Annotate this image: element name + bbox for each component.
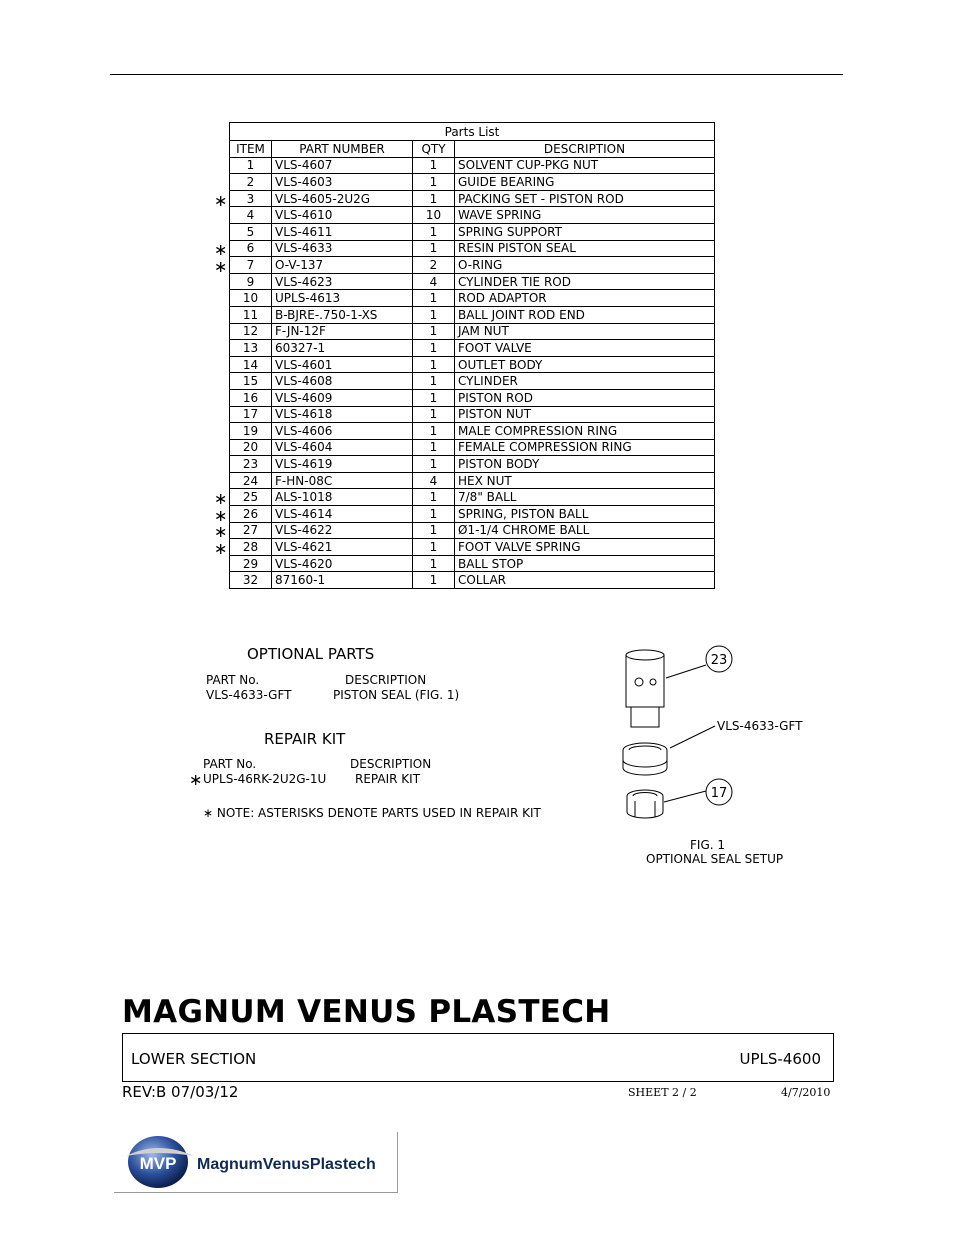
description-cell [455, 555, 715, 572]
table-row [230, 555, 715, 572]
part-number-cell-text: VLS-4622 [275, 523, 333, 538]
part-number-cell [272, 323, 413, 340]
table-row [230, 456, 715, 473]
part-number-cell-text: VLS-4618 [275, 407, 333, 422]
header-part-number: PART NUMBER [272, 141, 413, 158]
qty-cell [413, 555, 455, 572]
qty-cell [413, 207, 455, 224]
part-number-cell-text: 87160-1 [275, 573, 326, 588]
table-row [230, 439, 715, 456]
qty-cell [413, 223, 455, 240]
item-cell-text: 12 [242, 324, 259, 339]
part-number-cell [272, 257, 413, 274]
figure-optional-seal-setup [600, 640, 820, 840]
item-cell-text: 2 [246, 174, 255, 189]
qty-cell [413, 439, 455, 456]
table-row [230, 157, 715, 174]
part-number-cell-text: VLS-4601 [275, 357, 333, 372]
sheet-number: SHEET 2 / 2 [628, 1086, 697, 1099]
description-cell [455, 472, 715, 489]
item-cell-text: 16 [242, 390, 259, 405]
item-cell [214, 256, 272, 276]
description-cell-text: O-RING [458, 257, 503, 272]
item-cell-text: 23 [242, 457, 259, 472]
header-description: DESCRIPTION [455, 141, 715, 158]
part-number-cell-text: VLS-4605-2U2G [275, 191, 371, 206]
item-cell-text: 3 [246, 191, 255, 206]
description-cell-text: BALL STOP [458, 556, 524, 571]
parts-list-title: Parts List [230, 123, 715, 141]
item-cell [214, 240, 272, 260]
drawing-date: 4/7/2010 [781, 1086, 831, 1099]
item-cell-text: 27 [242, 523, 259, 538]
qty-cell [413, 506, 455, 523]
logo-badge-text: MVP [139, 1154, 177, 1173]
item-cell-text: 28 [242, 540, 259, 555]
part-number-cell-text: 60327-1 [275, 340, 326, 355]
qty-cell-text: 1 [429, 224, 438, 239]
description-cell-text: FOOT VALVE [458, 340, 532, 355]
qty-cell [413, 306, 455, 323]
item-cell-text: 14 [242, 357, 259, 372]
qty-cell-text: 1 [429, 457, 438, 472]
part-number-cell [272, 207, 413, 224]
item-cell-text: 5 [246, 224, 255, 239]
parts-list-body [214, 157, 715, 588]
part-number-cell [272, 190, 413, 207]
item-cell [230, 174, 272, 191]
description-cell [455, 456, 715, 473]
figure-caption-number: FIG. 1 [690, 838, 726, 852]
qty-cell [413, 539, 455, 556]
part-number-cell [272, 273, 413, 290]
table-row [230, 522, 715, 539]
description-cell [455, 539, 715, 556]
table-row [230, 174, 715, 191]
table-row [230, 273, 715, 290]
item-cell-text: 1 [246, 158, 255, 173]
item-cell-text: 6 [246, 241, 255, 256]
description-cell-text: HEX NUT [458, 473, 512, 488]
header-item: ITEM [230, 141, 272, 158]
item-cell [230, 340, 272, 357]
part-number-cell [272, 240, 413, 257]
table-row [230, 489, 715, 506]
part-number-cell-text: F-HN-08C [275, 473, 333, 488]
part-number-cell [272, 522, 413, 539]
item-cell [230, 223, 272, 240]
optional-description-label: DESCRIPTION [345, 673, 427, 687]
description-cell-text: PISTON ROD [458, 390, 533, 405]
part-number-cell [272, 290, 413, 307]
qty-cell [413, 290, 455, 307]
part-number-cell [272, 406, 413, 423]
item-cell [230, 389, 272, 406]
part-number-cell-text: VLS-4619 [275, 457, 333, 472]
piston-seal-part [623, 743, 667, 775]
table-row [230, 306, 715, 323]
repair-kit-asterisk: ∗ [214, 505, 228, 525]
repair-kit-asterisk: ∗ [214, 489, 228, 509]
part-number-cell-text: VLS-4621 [275, 540, 333, 555]
item-cell [230, 290, 272, 307]
part-number-cell [272, 472, 413, 489]
description-cell [455, 190, 715, 207]
description-cell-text: ROD ADAPTOR [458, 291, 547, 306]
table-row [230, 423, 715, 440]
item-cell [230, 356, 272, 373]
table-row [230, 190, 715, 207]
table-row [230, 340, 715, 357]
description-cell-text: GUIDE BEARING [458, 174, 555, 189]
company-name: MAGNUM VENUS PLASTECH [122, 994, 611, 1030]
part-number-cell-text: VLS-4609 [275, 390, 333, 405]
part-number-cell [272, 223, 413, 240]
company-logo [114, 1132, 398, 1193]
description-cell [455, 306, 715, 323]
qty-cell-text: 1 [429, 490, 438, 505]
repair-kit-part-no-label: PART No. [203, 757, 257, 771]
table-row [230, 323, 715, 340]
table-row [230, 539, 715, 556]
description-cell-text: Ø1-1/4 CHROME BALL [458, 523, 590, 538]
item-cell [230, 406, 272, 423]
qty-cell [413, 190, 455, 207]
item-cell-text: 11 [242, 307, 259, 322]
item-cell [214, 539, 272, 559]
qty-cell [413, 406, 455, 423]
table-row [230, 356, 715, 373]
qty-cell-text: 1 [429, 340, 438, 355]
repair-kit-part-number: UPLS-46RK-2U2G-1U [203, 772, 327, 786]
qty-cell-text: 4 [429, 274, 438, 289]
qty-cell-text: 1 [429, 324, 438, 339]
section-title: LOWER SECTION [131, 1050, 257, 1068]
description-cell [455, 207, 715, 224]
qty-cell [413, 157, 455, 174]
item-cell [214, 522, 272, 542]
description-cell-text: 7/8" BALL [458, 490, 517, 505]
item-cell-text: 29 [242, 556, 259, 571]
item-cell-text: 10 [242, 291, 259, 306]
description-cell-text: PACKING SET - PISTON ROD [458, 191, 624, 206]
piston-nut-part [627, 790, 663, 818]
description-cell-text: JAM NUT [458, 324, 509, 339]
qty-cell [413, 423, 455, 440]
qty-cell [413, 257, 455, 274]
seal-setup-drawing [600, 640, 820, 840]
table-row [230, 472, 715, 489]
qty-cell-text: 2 [429, 257, 438, 272]
description-cell-text: COLLAR [458, 573, 507, 588]
qty-cell [413, 240, 455, 257]
item-cell [230, 472, 272, 489]
repair-kit-description: REPAIR KIT [355, 772, 421, 786]
item-cell-text: 24 [242, 473, 259, 488]
description-cell-text: CYLINDER [458, 374, 518, 389]
qty-cell [413, 456, 455, 473]
description-cell-text: PISTON NUT [458, 407, 532, 422]
description-cell-text: OUTLET BODY [458, 357, 543, 372]
description-cell-text: FOOT VALVE SPRING [458, 540, 581, 555]
part-number-cell-text: ALS-1018 [275, 490, 333, 505]
qty-cell-text: 1 [429, 573, 438, 588]
item-cell-text: 32 [242, 573, 259, 588]
title-box [122, 1033, 834, 1082]
part-number-cell-text: VLS-4604 [275, 440, 333, 455]
qty-cell-text: 1 [429, 407, 438, 422]
part-number-cell [272, 489, 413, 506]
description-cell [455, 273, 715, 290]
qty-cell-text: 1 [429, 241, 438, 256]
item-cell [230, 423, 272, 440]
top-rule [110, 74, 843, 75]
qty-cell [413, 174, 455, 191]
repair-kit-asterisk: ∗ [214, 240, 228, 260]
item-cell-text: 9 [246, 274, 255, 289]
optional-part-number: VLS-4633-GFT [206, 688, 292, 702]
part-number-cell-text: VLS-4608 [275, 374, 333, 389]
part-number-cell-text: VLS-4607 [275, 158, 333, 173]
repair-kit-note: ∗ NOTE: ASTERISKS DENOTE PARTS USED IN REPAIR KIT [203, 806, 541, 820]
part-number-cell-text: VLS-4611 [275, 224, 333, 239]
optional-part-no-label: PART No. [206, 673, 260, 687]
part-number-cell-text: VLS-4610 [275, 208, 333, 223]
part-number-cell [272, 174, 413, 191]
part-number-cell-text: VLS-4606 [275, 423, 333, 438]
part-number-cell [272, 373, 413, 390]
qty-cell-text: 1 [429, 174, 438, 189]
table-row [230, 572, 715, 589]
qty-cell [413, 522, 455, 539]
description-cell [455, 157, 715, 174]
item-cell [230, 439, 272, 456]
part-number-cell [272, 306, 413, 323]
part-number-cell-text: F-JN-12F [275, 324, 326, 339]
description-cell [455, 389, 715, 406]
repair-kit-asterisk: ∗ [214, 522, 228, 542]
part-number-cell-text: VLS-4633 [275, 241, 333, 256]
qty-cell [413, 323, 455, 340]
item-cell [214, 190, 272, 210]
table-row [230, 223, 715, 240]
repair-kit-asterisk: ∗ [189, 770, 203, 789]
logo-wordmark: MagnumVenusPlastech [197, 1156, 376, 1173]
description-cell [455, 290, 715, 307]
table-row [230, 406, 715, 423]
qty-cell-text: 1 [429, 423, 438, 438]
repair-kit-asterisk: ∗ [214, 190, 228, 210]
description-cell-text: BALL JOINT ROD END [458, 307, 585, 322]
qty-cell-text: 1 [429, 374, 438, 389]
part-number-cell [272, 555, 413, 572]
item-cell [214, 489, 272, 509]
qty-cell-text: 1 [429, 556, 438, 571]
item-cell-text: 7 [246, 257, 255, 272]
qty-cell-text: 1 [429, 291, 438, 306]
item-cell [230, 306, 272, 323]
description-cell-text: SOLVENT CUP-PKG NUT [458, 158, 599, 173]
description-cell [455, 506, 715, 523]
repair-kit-asterisk: ∗ [214, 256, 228, 276]
item-cell-text: 17 [242, 407, 259, 422]
qty-cell [413, 373, 455, 390]
optional-parts-heading: OPTIONAL PARTS [247, 645, 375, 663]
callout-23: 23 [710, 653, 728, 668]
repair-kit-heading: REPAIR KIT [264, 730, 346, 748]
table-row [230, 373, 715, 390]
repair-kit-asterisk: ∗ [214, 539, 228, 559]
qty-cell-text: 10 [425, 208, 442, 223]
qty-cell [413, 356, 455, 373]
qty-cell-text: 1 [429, 440, 438, 455]
table-row [230, 257, 715, 274]
description-cell [455, 323, 715, 340]
description-cell [455, 174, 715, 191]
figure-caption-title: OPTIONAL SEAL SETUP [646, 852, 784, 866]
parts-list-table [214, 122, 715, 589]
qty-cell [413, 389, 455, 406]
callout-vls-4633-gft: VLS-4633-GFT [717, 719, 803, 733]
item-cell-text: 4 [246, 208, 255, 223]
qty-cell [413, 340, 455, 357]
description-cell-text: WAVE SPRING [458, 208, 542, 223]
part-number-cell [272, 539, 413, 556]
part-number-cell-text: VLS-4614 [275, 506, 333, 521]
item-cell-text: 19 [242, 423, 259, 438]
table-row [230, 207, 715, 224]
qty-cell-text: 1 [429, 506, 438, 521]
qty-cell-text: 4 [429, 473, 438, 488]
description-cell-text: SPRING, PISTON BALL [458, 506, 589, 521]
description-cell [455, 406, 715, 423]
qty-cell-text: 1 [429, 357, 438, 372]
table-row [230, 389, 715, 406]
part-number-cell [272, 572, 413, 589]
qty-cell-text: 1 [429, 390, 438, 405]
item-cell [230, 157, 272, 174]
description-cell [455, 423, 715, 440]
part-number-cell [272, 456, 413, 473]
qty-cell [413, 489, 455, 506]
part-number-cell [272, 439, 413, 456]
part-number-cell [272, 157, 413, 174]
part-number-cell [272, 340, 413, 357]
description-cell-text: SPRING SUPPORT [458, 224, 562, 239]
qty-cell-text: 1 [429, 307, 438, 322]
item-cell-text: 25 [242, 490, 259, 505]
part-number-cell [272, 356, 413, 373]
table-row [230, 240, 715, 257]
table-row [230, 290, 715, 307]
description-cell [455, 257, 715, 274]
repair-kit-description-label: DESCRIPTION [350, 757, 432, 771]
part-number-cell-text: VLS-4620 [275, 556, 333, 571]
item-cell [230, 273, 272, 290]
revision: REV:B 07/03/12 [122, 1083, 239, 1101]
callout-17: 17 [710, 786, 728, 801]
description-cell [455, 223, 715, 240]
item-cell [230, 323, 272, 340]
qty-cell [413, 273, 455, 290]
part-number-cell-text: B-BJRE-.750-1-XS [275, 307, 378, 322]
item-cell [214, 505, 272, 525]
qty-cell [413, 572, 455, 589]
part-number-cell-text: VLS-4603 [275, 174, 333, 189]
description-cell [455, 489, 715, 506]
header-qty: QTY [413, 141, 455, 158]
drawing-number: UPLS-4600 [739, 1050, 821, 1068]
description-cell [455, 439, 715, 456]
table-row [230, 506, 715, 523]
optional-part-description: PISTON SEAL (FIG. 1) [333, 688, 460, 702]
item-cell-text: 13 [242, 340, 259, 355]
description-cell-text: PISTON BODY [458, 457, 540, 472]
description-cell-text: FEMALE COMPRESSION RING [458, 440, 632, 455]
qty-cell [413, 472, 455, 489]
item-cell [230, 373, 272, 390]
part-number-cell-text: UPLS-4613 [275, 291, 341, 306]
description-cell [455, 522, 715, 539]
item-cell [230, 572, 272, 589]
qty-cell-text: 1 [429, 523, 438, 538]
description-cell [455, 373, 715, 390]
description-cell [455, 572, 715, 589]
description-cell [455, 340, 715, 357]
part-number-cell-text: VLS-4623 [275, 274, 333, 289]
part-number-cell [272, 389, 413, 406]
item-cell [230, 456, 272, 473]
description-cell-text: MALE COMPRESSION RING [458, 423, 618, 438]
part-number-cell [272, 423, 413, 440]
part-number-cell [272, 506, 413, 523]
description-cell [455, 356, 715, 373]
qty-cell-text: 1 [429, 191, 438, 206]
mvp-globe-icon [118, 1132, 198, 1192]
item-cell-text: 15 [242, 374, 259, 389]
item-cell [230, 555, 272, 572]
item-cell-text: 20 [242, 440, 259, 455]
description-cell [455, 240, 715, 257]
part-number-cell-text: O-V-137 [275, 257, 324, 272]
item-cell-text: 26 [242, 506, 259, 521]
item-cell [230, 207, 272, 224]
description-cell-text: CYLINDER TIE ROD [458, 274, 571, 289]
description-cell-text: RESIN PISTON SEAL [458, 241, 576, 256]
qty-cell-text: 1 [429, 158, 438, 173]
piston-body-part [626, 650, 664, 727]
qty-cell-text: 1 [429, 540, 438, 555]
